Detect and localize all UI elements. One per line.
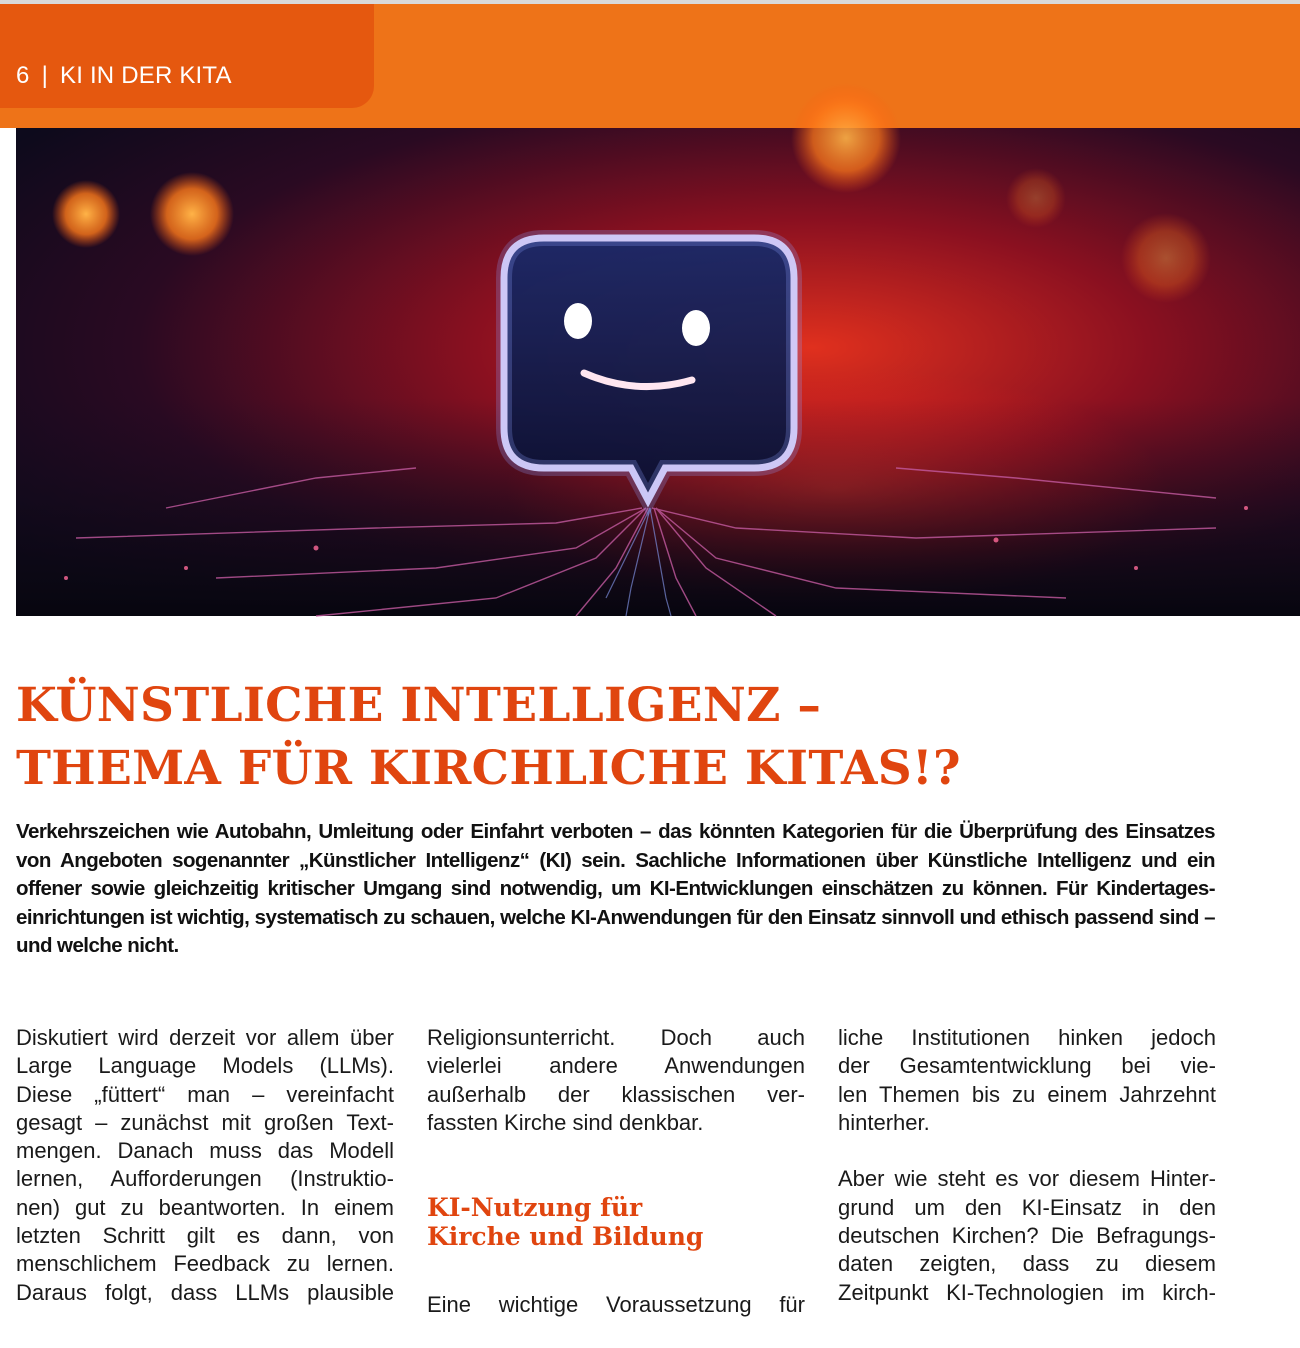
subheading-line-1: KI-Nutzung für (427, 1193, 643, 1223)
subheading-line-2: Kirche und Bildung (427, 1222, 704, 1252)
text-line: mengen. Danach muss das Modell (16, 1138, 394, 1164)
text-column-1 (16, 1024, 394, 1335)
text-line: vielerlei andere Anwendungen (427, 1053, 805, 1079)
paragraph (427, 1024, 805, 1137)
text-line: fassten Kirche sind denkbar. (427, 1109, 704, 1135)
text-line: daten zeigten, dass zu diesem (838, 1251, 1216, 1277)
text-line: Eine wichtige Voraussetzung für (427, 1292, 805, 1318)
text-line: hinterher. (838, 1109, 930, 1135)
text-line: liche Institutionen hinken jedoch (838, 1025, 1216, 1050)
title-line-2: THEMA FÜR KIRCHLICHE KITAS!? (16, 741, 961, 796)
title-line-1: KÜNSTLICHE INTELLIGENZ – (16, 678, 822, 733)
text-line: deutschen Kirchen? Die Befragungs- (838, 1223, 1216, 1249)
text-line: Large Language Models (LLMs). (16, 1053, 394, 1079)
article-title (16, 674, 1276, 800)
text-line: Daraus folgt, dass LLMs plausible (16, 1279, 394, 1305)
text-line: Zeitpunkt KI-Technologien im kirch- (838, 1279, 1216, 1305)
text-column-3 (838, 1024, 1216, 1335)
hero-image (16, 128, 1300, 616)
text-line: der Gesamtentwicklung bei vie- (838, 1053, 1216, 1079)
text-line: len Themen bis zu einem Jahrzehnt (838, 1081, 1216, 1107)
paragraph (838, 1165, 1216, 1306)
text-column-2 (427, 1024, 805, 1348)
lead-paragraph: Verkehrszeichen wie Autobahn, Umleitung oder Einfahrt verboten – das könnten Kategorien für die Überprüfung des Einsatzes von Angeboten sogenannter „Künstlicher Intelligenz“ (KI) sein. Sachliche Informationen über Künstliche Intelligenz und ein offener sowie gleichzeitig kritischer Umgang sind notwendig, um KI-Entwicklungen einschätzen zu können. Für Kindertages-einrichtungen ist wichtig, systematisch zu schauen, welche KI-Anwendungen für den Einsatz sinnvoll und ethisch passend sind – und welche nicht. (16, 820, 1215, 957)
text-line: Diskutiert wird derzeit vor allem über (16, 1025, 394, 1050)
paragraph (16, 1024, 394, 1307)
text-line: außerhalb der klassischen ver- (427, 1081, 805, 1107)
section-subheading (427, 1193, 805, 1251)
text-line: Diese „füttert“ man – vereinfacht (16, 1081, 394, 1107)
text-line: nen) gut zu beantworten. In einem (16, 1194, 394, 1220)
text-line: grund um den KI-Einsatz in den (838, 1194, 1216, 1220)
paragraph (838, 1024, 1216, 1137)
section-label: KI IN DER KITA (60, 62, 232, 89)
page-number: 6 (16, 62, 30, 89)
text-line: Aber wie steht es vor diesem Hinter- (838, 1166, 1216, 1192)
text-line: menschlichem Feedback zu lernen. (16, 1251, 394, 1277)
text-line: gesagt – zunächst mit großen Text- (16, 1109, 394, 1135)
text-line: Religionsunterricht. Doch auch (427, 1025, 805, 1050)
header-separator: | (41, 62, 48, 89)
running-header (16, 62, 232, 90)
text-line: letzten Schritt gilt es dann, von (16, 1223, 394, 1249)
header-tab (0, 4, 374, 108)
paragraph (427, 1291, 805, 1319)
text-line: lernen, Aufforderungen (Instruktio- (16, 1166, 394, 1192)
chat-bubble-icon (16, 128, 1300, 616)
